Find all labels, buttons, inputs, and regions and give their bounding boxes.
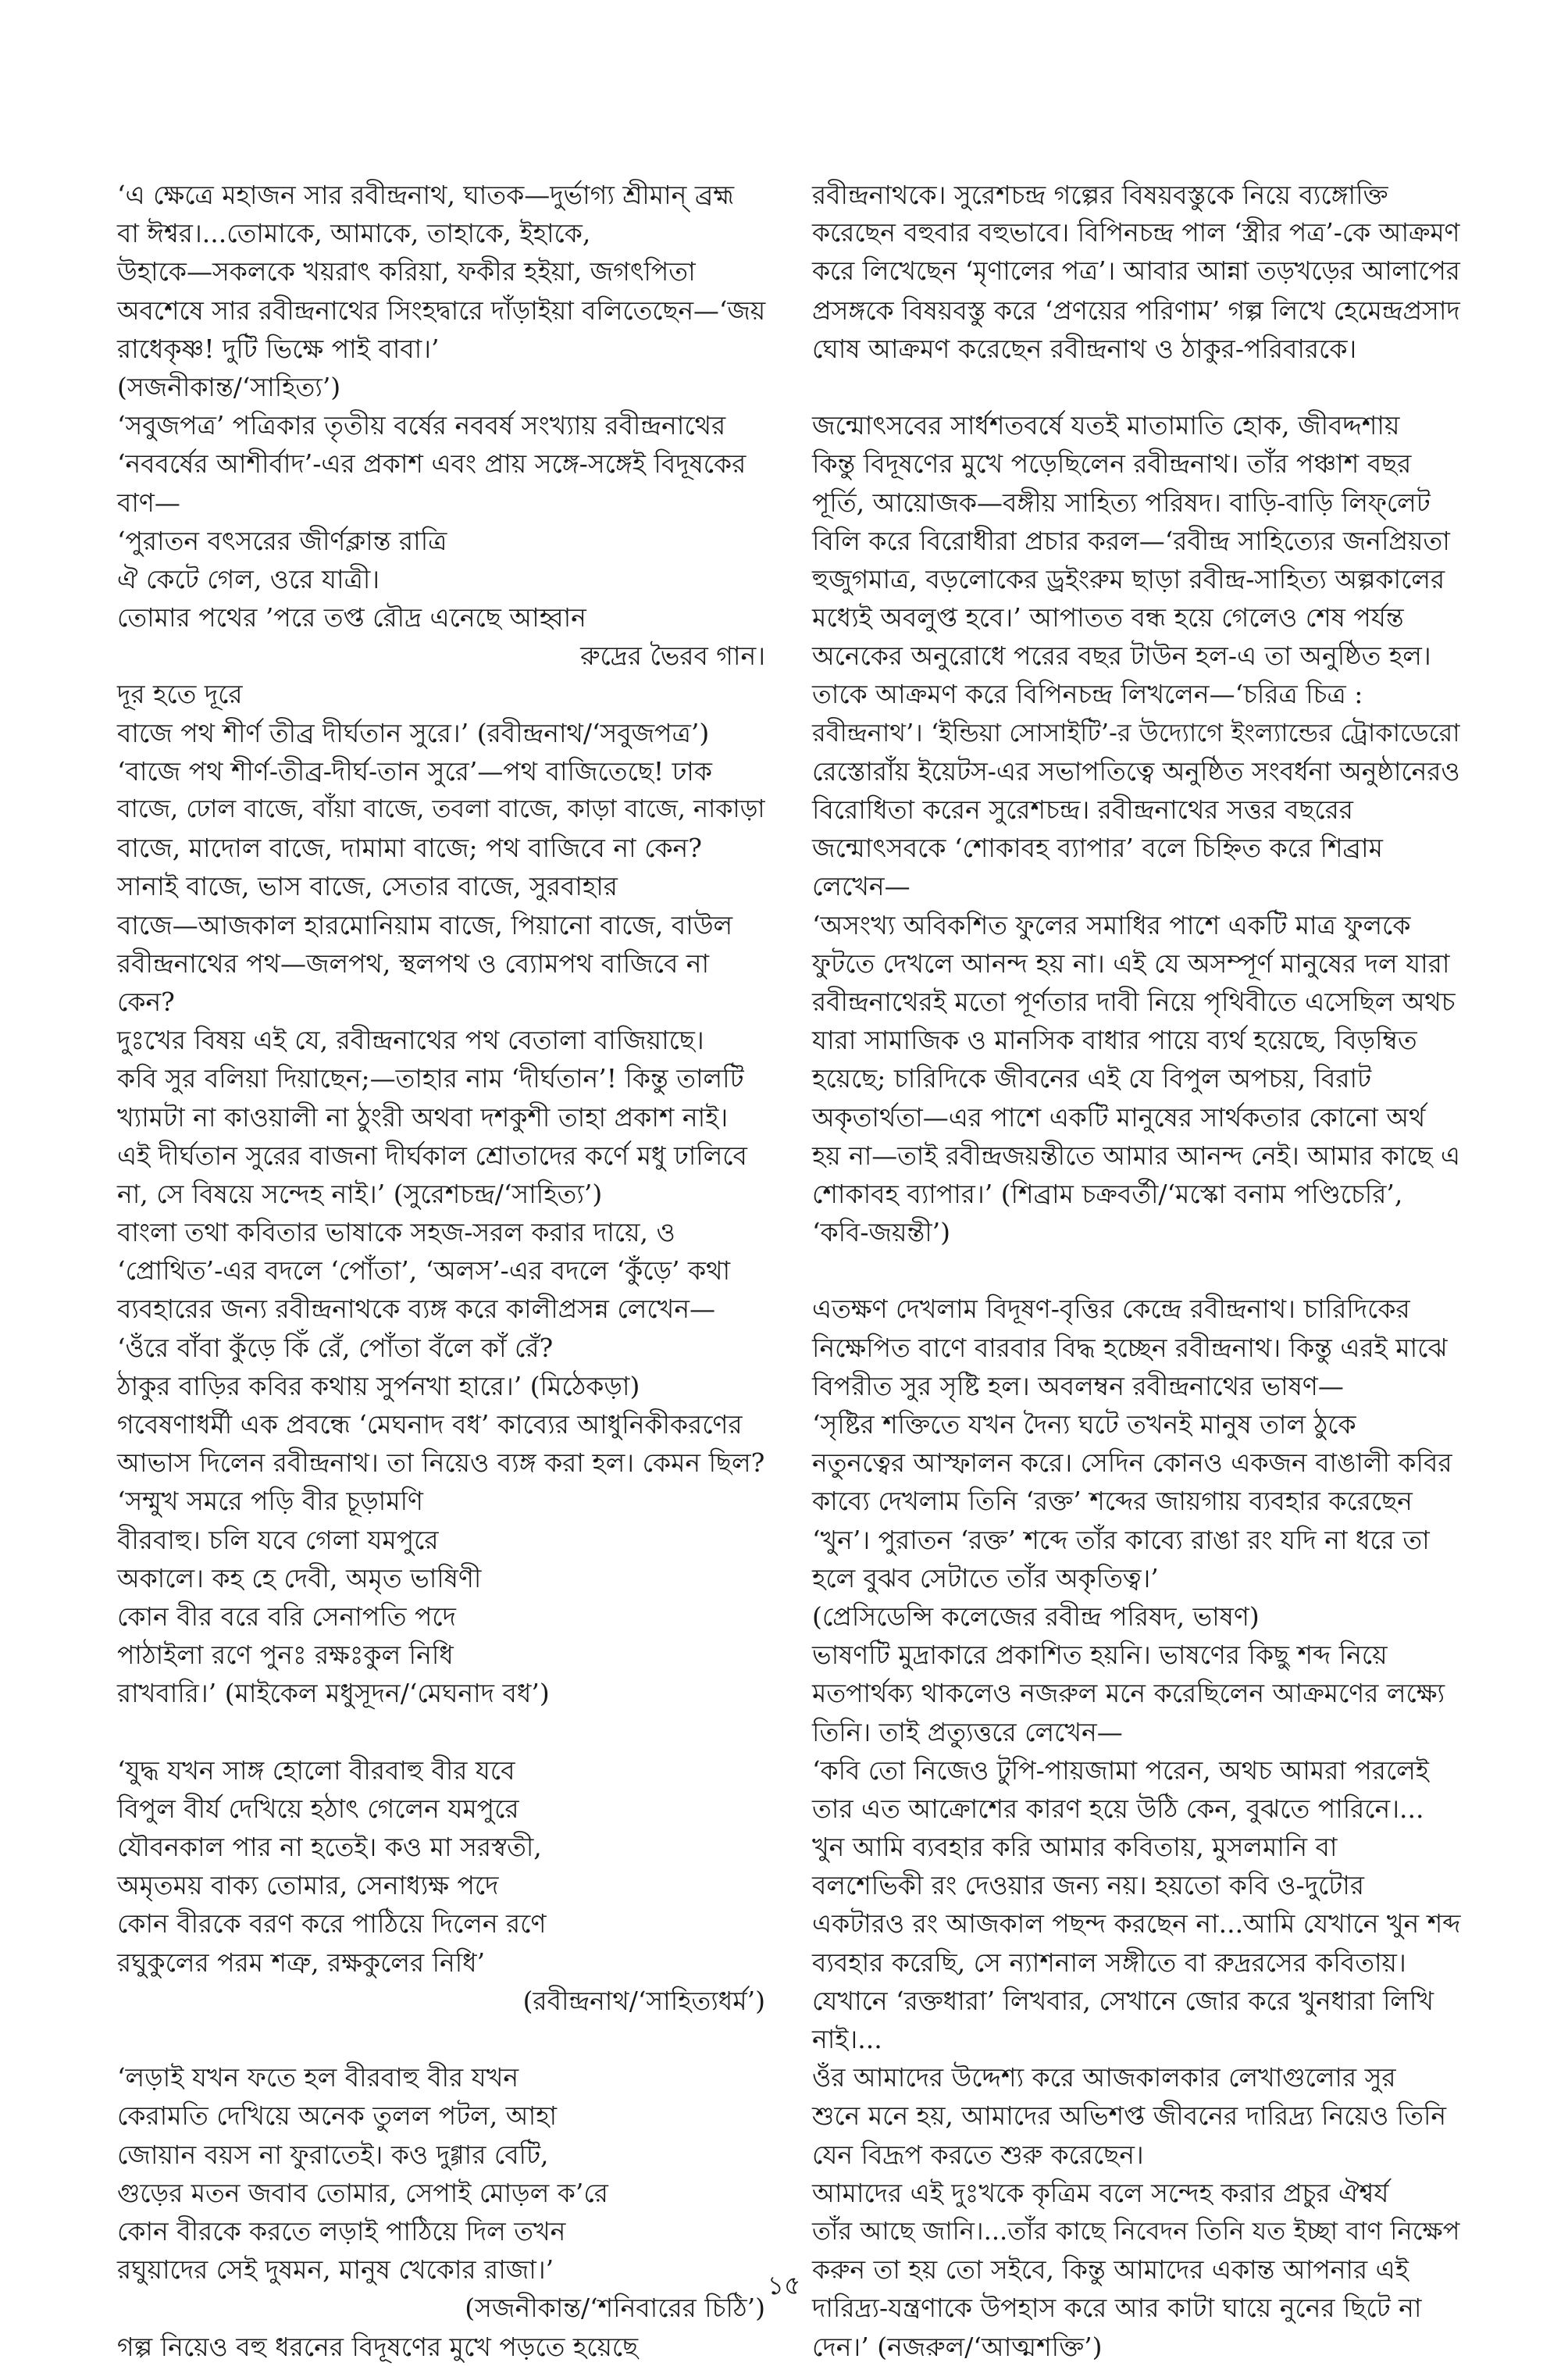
text-line: ব্যবহার করেছি, সে ন্যাশনাল সঙ্গীতে বা রুদ্ররসের কবিতায়। — [812, 1947, 1406, 1978]
text-line: অকালে। কহ হে দেবী, অমৃত ভাষিণী — [117, 1562, 482, 1593]
text-line: রবীন্দ্রনাথকে। সুরেশচন্দ্র গল্পের বিষয়বস্তুকে নিয়ে ব্যঙ্গোক্তি — [812, 180, 1388, 210]
text-line: ‘বাজে পথ শীর্ণ-তীব্র-দীর্ঘ-তান সুরে’—পথ বাজিতেছে! ঢাক — [117, 755, 712, 787]
text-line: পূর্তি, আয়োজক—বঙ্গীয় সাহিত্য পরিষদ। বাড়ি-বাড়ি লিফ্‌লেট — [812, 487, 1431, 518]
text-line: শুনে মনে হয়, আমাদের অভিশপ্ত জীবনের দারিদ্র্য নিয়েও তিনি — [812, 2100, 1447, 2132]
text-line: গুড়ের মতন জবাব তোমার, সেপাই মোড়ল ক’রে — [117, 2177, 608, 2208]
text-line: বাজে পথ শীর্ণ তীব্র দীর্ঘতান সুরে।’ (রবীন্দ্রনাথ/‘সবুজপত্র’) — [117, 717, 710, 748]
text-line: রুদ্রের ভৈরব গান। — [580, 641, 765, 672]
text-line: ‘প্রোথিত’-এর বদলে ‘পোঁতা’, ‘অলস’-এর বদলে ‘কুঁড়ে’ কথা — [117, 1255, 731, 1286]
text-line: বাণ— — [117, 487, 180, 518]
text-line: দারিদ্র্য-যন্ত্রণাকে উপহাস করে আর কাটা ঘায়ে নুনের ছিটে না — [812, 2293, 1422, 2324]
text-line: তোমার পথের ’পরে তপ্ত রৌদ্র এনেছে আহ্বান — [117, 602, 586, 633]
text-line: ওঁর আমাদের উদ্দেশ্য করে আজকালকার লেখাগুলোর সুর — [812, 2062, 1396, 2093]
text-line: কাব্যে দেখলাম তিনি ‘রক্ত’ শব্দের জায়গায় ব্যবহার করেছেন — [812, 1486, 1413, 1517]
text-line: ঐ কেটে গেল, ওরে যাত্রী। — [117, 563, 380, 594]
text-line: রঘুকুলের পরম শত্রু, রক্ষকুলের নিধি’ — [117, 1947, 486, 1978]
text-line: আমাদের এই দুঃখকে কৃত্রিম বলে সন্দেহ করার প্রচুর ঐশ্বর্য — [812, 2177, 1389, 2208]
text-line: গল্প নিয়েও বহু ধরনের বিদূষণের মুখে পড়তে হয়েছে — [117, 2331, 639, 2362]
text-line: না, সে বিষয়ে সন্দেহ নাই।’ (সুরেশচন্দ্র/‘সাহিত্য’) — [117, 1178, 603, 1209]
text-line: জন্মোৎসবকে ‘শোকাবহ ব্যাপার’ বলে চিহ্নিত করে শিব্রাম — [812, 833, 1383, 864]
text-line: নতুনত্বের আস্ফালন করে। সেদিন কোনও একজন বাঙালী কবির — [812, 1447, 1452, 1479]
text-line: বাংলা তথা কবিতার ভাষাকে সহজ-সরল করার দায়ে, ও — [117, 1217, 675, 1248]
text-line: রেস্তোরাঁয় ইয়েটস-এর সভাপতিত্বে অনুষ্ঠিত সংবর্ধনা অনুষ্ঠানেরও — [812, 755, 1460, 787]
text-line — [117, 1713, 765, 1751]
text-line: ‘সৃষ্টির শক্তিতে যখন দৈন্য ঘটে তখনই মানুষ তাল ঠুকে — [812, 1409, 1356, 1440]
text-line: ‘সম্মুখ সমরে পড়ি বীর চূড়ামণি — [117, 1486, 423, 1517]
text-line: এই দীর্ঘতান সুরের বাজনা দীর্ঘকাল শ্রোতাদের কর্ণে মধু ঢালিবে — [117, 1140, 747, 1171]
text-line: ঠাকুর বাড়ির কবির কথায় সুর্পনখা হারে।’ (মিঠেকড়া) — [117, 1370, 640, 1401]
text-line: ‘যুদ্ধ যখন সাঙ্গ হোলো বীরবাহু বীর যবে — [117, 1754, 515, 1786]
text-line: জন্মোৎসবের সার্ধশতবর্ষে যতই মাতামাতি হোক, জীবদ্দশায় — [812, 410, 1400, 441]
text-line: ঘোষ আক্রমণ করেছেন রবীন্দ্রনাথ ও ঠাকুর-পরিবারকে। — [812, 333, 1357, 364]
text-line: জোয়ান বয়স না ফুরাতেই। কও দুগ্গার বেটি, — [117, 2139, 549, 2170]
text-line: গবেষণাধর্মী এক প্রবন্ধে ‘মেঘনাদ বধ’ কাব্যের আধুনিকীকরণের — [117, 1409, 743, 1440]
text-line: কেরামতি দেখিয়ে অনেক তুলল পটল, আহা — [117, 2100, 558, 2132]
text-line: রবীন্দ্রনাথের পথ—জলপথ, স্থলপথ ও ব্যোমপথ বাজিবে না — [117, 947, 710, 979]
text-line: (রবীন্দ্রনাথ/‘সাহিত্যধর্ম’) — [522, 1985, 765, 2016]
text-line: দেন।’ (নজরুল/‘আত্মশক্তি’) — [812, 2331, 1103, 2362]
text-line: ‘কবি-জয়ন্তী’) — [812, 1217, 951, 1248]
text-line: (সজনীকান্ত/‘শনিবারের চিঠি’) — [465, 2293, 765, 2324]
text-line: একটারও রং আজকাল পছন্দ করছেন না...আমি যেখানে খুন শব্দ — [812, 1908, 1461, 1940]
text-line: কেন? — [117, 986, 175, 1017]
text-line: রবীন্দ্রনাথ’। ‘ইন্ডিয়া সোসাইটি’-র উদ্যোগে ইংল্যান্ডের ট্রোকাডেরো — [812, 717, 1460, 748]
text-line: নিক্ষেপিত বাণে বারবার বিদ্ধ হচ্ছেন রবীন্দ্রনাথ। কিন্তু এরই মাঝে — [812, 1332, 1448, 1363]
text-line: ‘সবুজপত্র’ পত্রিকার তৃতীয় বর্ষের নববর্ষ সংখ্যায় রবীন্দ্রনাথের — [117, 410, 726, 441]
text-line: (প্রেসিডেন্সি কলেজের রবীন্দ্র পরিষদ, ভাষণ) — [812, 1601, 1260, 1632]
right-column — [812, 176, 1460, 2366]
page-number: ১৫ — [767, 2270, 801, 2300]
text-line — [812, 1251, 1460, 1290]
text-line: কোন বীরকে করতে লড়াই পাঠিয়ে দিল তখন — [117, 2215, 566, 2246]
text-line: ‘এ ক্ষেত্রে মহাজন সার রবীন্দ্রনাথ, ঘাতক—দুর্ভাগ্য শ্রীমান্ ব্রহ্ম — [117, 180, 735, 210]
text-line: (সজনীকান্ত/‘সাহিত্য’) — [117, 371, 341, 402]
text-line: বাজে, ঢোল বাজে, বাঁয়া বাজে, তবলা বাজে, কাড়া বাজে, নাকাড়া — [117, 795, 765, 823]
text-line: যারা সামাজিক ও মানসিক বাধার পায়ে ব্যর্থ হয়েছে, বিড়ম্বিত — [812, 1025, 1417, 1056]
text-line: নাই।... — [812, 2024, 882, 2054]
text-line: বিপরীত সুর সৃষ্টি হল। অবলম্বন রবীন্দ্রনাথের ভাষণ— — [812, 1370, 1344, 1401]
text-line: এতক্ষণ দেখলাম বিদূষণ-বৃত্তির কেন্দ্রে রবীন্দ্রনাথ। চারিদিকের — [812, 1294, 1410, 1325]
text-line: কিন্তু বিদূষণের মুখে পড়েছিলেন রবীন্দ্রনাথ। তাঁর পঞ্চাশ বছর — [812, 448, 1412, 480]
text-line: তিনি। তাই প্রত্যুত্তরে লেখেন— — [812, 1716, 1123, 1747]
text-line: পাঠাইলা রণে পুনঃ রক্ষঃকুল নিধি — [117, 1640, 454, 1671]
text-line: ভাষণটি মুদ্রাকারে প্রকাশিত হয়নি। ভাষণের কিছু শব্দ নিয়ে — [812, 1640, 1388, 1671]
text-line: মধ্যেই অবলুপ্ত হবে।’ আপাতত বন্ধ হয়ে গেলেও শেষ পর্যন্ত — [812, 602, 1404, 633]
text-line: বাজে—আজকাল হারমোনিয়াম বাজে, পিয়ানো বাজে, বাউল — [117, 909, 733, 940]
text-line: ‘লড়াই যখন ফতে হল বীরবাহু বীর যখন — [117, 2062, 519, 2093]
text-line: উহাকে—সকলকে খয়রাৎ করিয়া, ফকীর হইয়া, জগৎপিতা — [117, 256, 696, 287]
text-line: অবশেষে সার রবীন্দ্রনাথের সিংহদ্বারে দাঁড়াইয়া বলিতেছেন—‘জয় — [117, 294, 766, 326]
text-line: অকৃতার্থতা—এর পাশে একটি মানুষের সার্থকতার কোনো অর্থ — [812, 1101, 1426, 1133]
text-line: রঘুয়াদের সেই দুষমন, মানুষ খেকোর রাজা।’ — [117, 2254, 554, 2286]
text-line: বলশেভিকী রং দেওয়ার জন্য নয়। হয়তো কবি ও-দুটোর — [812, 1870, 1364, 1901]
text-line: করে লিখেছেন ‘মৃণালের পত্র’। আবার আন্না তড়খড়ের আলাপের — [812, 256, 1460, 287]
text-line: যৌবনকাল পার না হতেই। কও মা সরস্বতী, — [117, 1832, 542, 1863]
text-line: করুন তা হয় তো সইবে, কিন্তু আমাদের একান্ত আপনার এই — [812, 2254, 1409, 2286]
text-line: রাখবারি।’ (মাইকেল মধুসূদন/‘মেঘনাদ বধ’) — [117, 1678, 550, 1709]
text-line: অনেকের অনুরোধে পরের বছর টাউন হল-এ তা অনুষ্ঠিত হল। — [812, 641, 1431, 672]
text-line: ‘ওঁরে বাঁবা কুঁড়ে কিঁ রেঁ, পোঁতা বঁলে কাঁ রেঁ? — [117, 1332, 554, 1363]
text-line: তার এত আক্রোশের কারণ হয়ে উঠি কেন, বুঝতে পারিনে।... — [812, 1793, 1424, 1824]
text-line: হয় না—তাই রবীন্দ্রজয়ন্তীতে আমার আনন্দ নেই। আমার কাছে এ — [812, 1140, 1460, 1171]
text-line: হয়েছে; চারিদিকে জীবনের এই যে বিপুল অপচয়, বিরাট — [812, 1063, 1372, 1094]
text-line: রাধেকৃষ্ণ! দুটি ভিক্ষে পাই বাবা।’ — [117, 333, 440, 364]
text-line: বীরবাহু। চলি যবে গেলা যমপুরে — [117, 1524, 439, 1555]
text-line: আভাস দিলেন রবীন্দ্রনাথ। তা নিয়েও ব্যঙ্গ করা হল। কেমন ছিল? — [117, 1447, 765, 1479]
text-line: হুজুগমাত্র, বড়লোকের ড্রইংরুম ছাড়া রবীন্দ্র-সাহিত্য অল্পকালের — [812, 563, 1445, 594]
text-line: মতপার্থক্য থাকলেও নজরুল মনে করেছিলেন আক্রমণের লক্ষ্যে — [812, 1678, 1445, 1709]
text-line: কোন বীর বরে বরি সেনাপতি পদে — [117, 1601, 456, 1632]
text-line: দুঃখের বিষয় এই যে, রবীন্দ্রনাথের পথ বেতালা বাজিয়াছে। — [117, 1025, 704, 1056]
text-line: লেখেন— — [812, 871, 911, 902]
text-line: কোন বীরকে বরণ করে পাঠিয়ে দিলেন রণে — [117, 1908, 547, 1940]
text-line: রবীন্দ্রনাথেরই মতো পূর্ণতার দাবী নিয়ে পৃথিবীতে এসেছিল অথচ — [812, 986, 1456, 1017]
text-line: ‘কবি তো নিজেও টুপি-পায়জামা পরেন, অথচ আমরা পরলেই — [812, 1754, 1429, 1786]
text-line: সানাই বাজে, ভাস বাজে, সেতার বাজে, সুরবাহার — [117, 871, 618, 902]
text-line: দূর হতে দূরে — [117, 679, 243, 710]
text-line: যেন বিদ্রূপ করতে শুরু করেছেন। — [812, 2139, 1144, 2170]
text-line: বা ঈশ্বর।...তোমাকে, আমাকে, তাহাকে, ইহাকে, — [117, 218, 591, 249]
left-column — [117, 176, 765, 2366]
text-line: শোকাবহ ব্যাপার।’ (শিব্রাম চক্রবর্তী/‘মস্কো বনাম পণ্ডিচেরি’, — [812, 1178, 1403, 1209]
text-line: ‘নববর্ষের আশীর্বাদ’-এর প্রকাশ এবং প্রায় সঙ্গে-সঙ্গেই বিদূষকের — [117, 448, 747, 480]
text-line: বাজে, মাদোল বাজে, দামামা বাজে; পথ বাজিবে না কেন? — [117, 833, 702, 864]
text-line: ‘অসংখ্য অবিকশিত ফুলের সমাধির পাশে একটি মাত্র ফুলকে — [812, 909, 1411, 940]
text-line: তাঁর আছে জানি।...তাঁর কাছে নিবেদন তিনি যত ইচ্ছা বাণ নিক্ষেপ — [812, 2215, 1460, 2246]
text-line: কবি সুর বলিয়া দিয়াছেন;—তাহার নাম ‘দীর্ঘতান’! কিন্তু তালটি — [117, 1063, 744, 1094]
text-line: যেখানে ‘রক্তধারা’ লিখবার, সেখানে জোর করে খুনধারা লিখি — [812, 1985, 1434, 2016]
text-line: ‘পুরাতন বৎসরের জীর্ণক্লান্ত রাত্রি — [117, 525, 447, 556]
text-line: বিলি করে বিরোধীরা প্রচার করল—‘রবীন্দ্র সাহিত্যের জনপ্রিয়তা — [812, 525, 1450, 556]
text-line: ব্যবহারের জন্য রবীন্দ্রনাথকে ব্যঙ্গ করে কালীপ্রসন্ন লেখেন— — [117, 1294, 716, 1325]
text-line: তাকে আক্রমণ করে বিপিনচন্দ্র লিখলেন—‘চরিত্র চিত্র : — [812, 679, 1363, 710]
text-line: করেছেন বহুবার বহুভাবে। বিপিনচন্দ্র পাল ‘স্ত্রীর পত্র’-কে আক্রমণ — [812, 218, 1460, 248]
text-line: ‘খুন’। পুরাতন ‘রক্ত’ শব্দে তাঁর কাব্যে রাঙা রং যদি না ধরে তা — [812, 1524, 1430, 1555]
text-line: হলে বুঝব সেটাতে তাঁর অকৃতিত্ব।’ — [812, 1562, 1159, 1593]
text-line — [812, 368, 1460, 406]
text-line: অমৃতময় বাক্য তোমার, সেনাধ্যক্ষ পদে — [117, 1870, 499, 1901]
text-line: বিপুল বীর্য দেখিয়ে হঠাৎ গেলেন যমপুরে — [117, 1793, 519, 1824]
text-line — [117, 2020, 765, 2058]
text-line: প্রসঙ্গকে বিষয়বস্তু করে ‘প্রণয়ের পরিণাম’ গল্প লিখে হেমেন্দ্রপ্রসাদ — [812, 294, 1460, 326]
text-line: খুন আমি ব্যবহার করি আমার কবিতায়, মুসলমানি বা — [812, 1832, 1338, 1863]
text-line: খ্যামটা না কাওয়ালী না ঠুংরী অথবা দশকুশী তাহা প্রকাশ নাই। — [117, 1101, 729, 1133]
text-line: বিরোধিতা করেন সুরেশচন্দ্র। রবীন্দ্রনাথের সত্তর বছরের — [812, 794, 1353, 825]
text-line: ফুটতে দেখলে আনন্দ হয় না। এই যে অসম্পূর্ণ মানুষের দল যারা — [812, 947, 1450, 979]
